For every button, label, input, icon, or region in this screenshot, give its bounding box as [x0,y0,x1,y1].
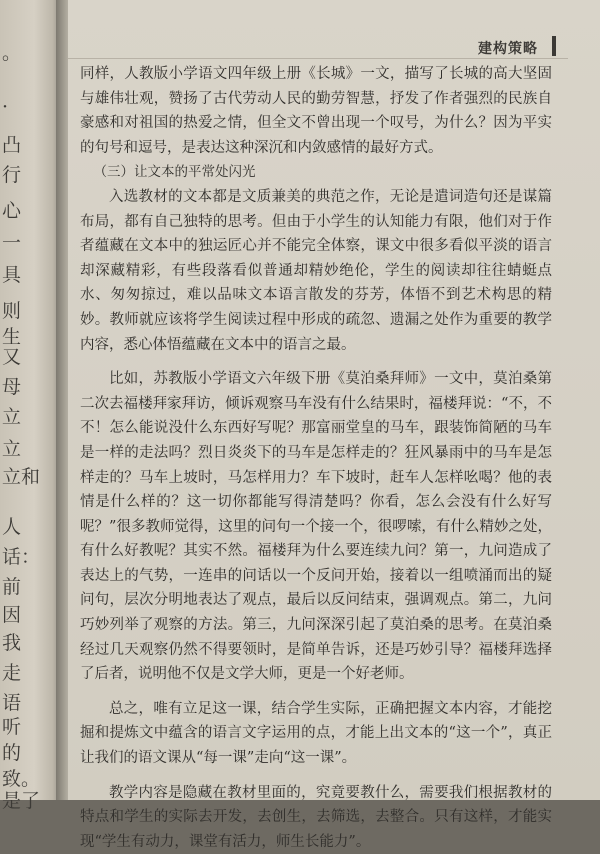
facing-page-fragment: 的 [2,742,22,764]
facing-page [0,0,62,812]
facing-page-fragment: 生 [2,326,22,348]
facing-page-fragment: 具 [2,264,22,286]
facing-page-fragment: 是了 [2,790,41,812]
facing-page-fragment: 又 [2,346,22,368]
facing-page-fragment: · [2,96,9,118]
facing-page-fragment: 我 [2,632,22,654]
facing-page-fragment: 人 [2,516,22,538]
section-subheading: （三）让文本的平常处闪光 [93,164,256,181]
facing-page-fragment: 心 [2,200,22,222]
paragraph-maupassant-example: 比如，苏教版小学语文六年级下册《莫泊桑拜师》一文中，莫泊桑第二次去福楼拜家拜访，倾诉观察马车没有什么结果时，福楼拜说：“不，不不！怎么能说没什么东西好写呢？那富丽堂皇的马车，跟装饰简陋的马车是一样的走法吗？烈日炎炎下的马车是怎样走的？狂风暴雨中的马车是怎样走的？马车上坡时，马怎样用力？车下坡时，赶车人怎样吆喝？他的表情是什么样的？这一切你都能写得清楚吗？你看，怎么会没有什么好写呢？”很多教师觉得，这里的问句一个接一个，很啰嗦，有什么精妙之处，有什么好教呢？其实不然。福楼拜为什么要连续九问？第一，九问造成了表达上的气势，一连串的问话以一个反问开始，接着以一组喷涌而出的疑问句，层次分明地表达了观点，最后以反问结束，强调观点。第二，九问巧妙列举了观察的方法。第三，九问深深引起了莫泊桑的思考。在莫泊桑经过几天观察仍然不得要领时，是简单告诉，还是巧妙引导？福楼拜选择了后者，说明他不仅是文学大师，更是一个好老师。 [80,371,552,683]
facing-page-fragment: 致。 [2,768,41,790]
facing-page-fragment: 母 [2,376,22,398]
facing-page-fragment: 立 [2,438,22,460]
facing-page-fragment: 。 [2,42,22,64]
facing-page-fragment: 则 [2,300,22,322]
facing-page-fragment: 听 [2,716,22,738]
facing-page-fragment: 语 [2,692,22,714]
facing-page-fragment: 立 [2,406,22,428]
running-header: 建构策略 [478,41,538,57]
header-rule [68,58,568,59]
facing-page-fragment: 凸 [2,134,22,156]
paragraph-conclusion: 教学内容是隐藏在教材里面的，究竟要教什么，需要我们根据教材的特点和学生的实际去开发，去创生，去筛选，去整合。只有这样，才能实现“学生有动力，课堂有活力，师生长能力”。 [80,784,552,850]
facing-page-fragment: 行 [2,164,22,186]
paragraph-great-wall: 同样，人教版小学语文四年级上册《长城》一文，描写了长城的高大坚固与雄伟壮观，赞扬了古代劳动人民的勤劳智慧，抒发了作者强烈的民族自豪感和对祖国的热爱之情，但全文不曾出现一个叹号，为什么？因为平实的句号和逗号，是表达这种深沉和内敛感情的最好方式。 [80,66,552,156]
facing-page-fragment: 前 [2,576,22,598]
facing-page-fragment: 走 [2,662,22,684]
header-marker [552,36,556,56]
facing-page-fragment: 话： [2,546,41,568]
facing-page-fragment: 立和 [2,466,41,488]
paragraph-summary: 总之，唯有立足这一课，结合学生实际，正确把握文本内容，才能挖掘和提炼文中蕴含的语言文字运用的点，才能上出文本的“这一个”，真正让我们的语文课从“每一课”走向“这一课”。 [80,700,552,767]
page-body [80,62,552,854]
paragraph-textbook-selection: 入选教材的文本都是文质兼美的典范之作，无论是遣词造句还是谋篇布局，都有自己独特的思考。但由于小学生的认知能力有限，他们对于作者蕴藏在文本中的独运匠心并不能完全体察，课文中很多看似平淡的语言却深藏精彩，有些段落看似普通却精妙绝伦，学生的阅读却往往蜻蜓点水、匆匆掠过，难以品味文本语言散发的芬芳，体悟不到艺术构思的精妙。教师就应该将学生阅读过程中形成的疏忽、遗漏之处作为重要的教学内容，悉心体悟蕴藏在文本中的语言之最。 [80,188,552,353]
facing-page-fragment: 一 [2,232,22,254]
facing-page-fragment: 因 [2,604,22,626]
